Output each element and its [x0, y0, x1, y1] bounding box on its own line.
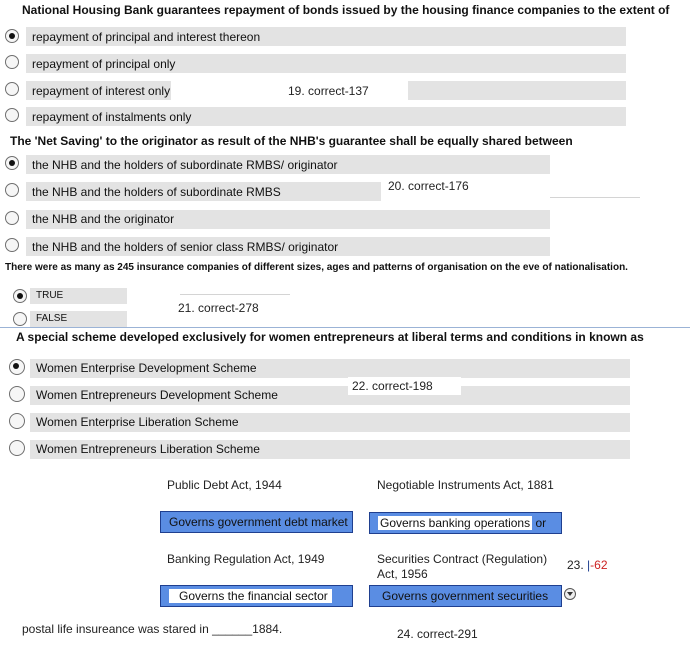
option-label: FALSE — [36, 313, 68, 324]
note-23-value: -62 — [590, 558, 608, 572]
radio-button[interactable] — [5, 55, 19, 69]
act-name: Banking Regulation Act, 1949 — [167, 552, 325, 566]
answer-text: Governs banking operations — [380, 516, 531, 530]
option-label: Women Enterprise Development Scheme — [36, 361, 257, 375]
divider — [180, 294, 290, 295]
radio-button[interactable] — [5, 211, 19, 225]
option-label: the NHB and the holders of senior class RMBS/ originator — [32, 240, 339, 254]
answer-text: Governs government debt market — [169, 515, 348, 529]
option-label: repayment of principal and interest thereon — [32, 30, 261, 44]
option-bar[interactable] — [408, 81, 626, 100]
question-18-text: National Housing Bank guarantees repayment of bonds issued by the housing finance companies to the extent of — [22, 3, 670, 17]
question-20-text: The 'Net Saving' to the originator as result of the NHB's guarantee shall be equally shared between — [10, 134, 573, 148]
answer-dropdown[interactable] — [369, 585, 562, 607]
answer-text: Governs the financial sector — [169, 589, 332, 603]
answer-text-tail: or — [535, 516, 547, 530]
answer-note-23 — [567, 558, 608, 572]
radio-button[interactable] — [5, 82, 19, 96]
option-label: repayment of interest only — [32, 84, 171, 98]
answer-note-21: 21. correct-278 — [178, 301, 259, 315]
radio-button[interactable] — [9, 440, 25, 456]
act-name: Securities Contract (Regulation) Act, 1956 — [377, 552, 548, 581]
answer-text: Governs government securities — [382, 589, 549, 603]
option-label: the NHB and the originator — [32, 212, 175, 226]
answer-dropdown[interactable] — [369, 512, 562, 534]
act-name: Negotiable Instruments Act, 1881 — [377, 478, 554, 492]
option-label: TRUE — [36, 290, 64, 301]
answer-dropdown[interactable] — [160, 511, 353, 533]
question-22-text: A special scheme developed exclusively for women entrepreneurs at liberal terms and conditions in known as — [16, 330, 644, 344]
radio-button[interactable] — [5, 183, 19, 197]
radio-button-selected[interactable] — [5, 29, 19, 43]
radio-button[interactable] — [9, 413, 25, 429]
note-23-prefix: 23. — [567, 558, 584, 572]
text-cursor: | — [587, 558, 591, 572]
answer-note-22: 22. correct-198 — [348, 377, 461, 395]
option-label: the NHB and the holders of subordinate RMBS/ originator — [32, 158, 338, 172]
option-label: Women Entrepreneurs Liberation Scheme — [36, 442, 260, 456]
option-label: repayment of instalments only — [32, 110, 192, 124]
option-label: the NHB and the holders of subordinate RMBS — [32, 185, 281, 199]
act-name: Public Debt Act, 1944 — [167, 478, 282, 492]
option-label: Women Enterprise Liberation Scheme — [36, 415, 239, 429]
answer-note-20: 20. correct-176 — [388, 179, 469, 193]
radio-button[interactable] — [5, 108, 19, 122]
answer-dropdown[interactable] — [160, 585, 353, 607]
divider — [0, 327, 690, 328]
radio-button-selected[interactable] — [13, 289, 27, 303]
answer-note-19: 19. correct-137 — [288, 84, 369, 98]
question-21-text: There were as many as 245 insurance companies of different sizes, ages and patterns of organisation on the eve of nationalisation. — [5, 262, 628, 273]
radio-button[interactable] — [13, 312, 27, 326]
radio-button[interactable] — [9, 386, 25, 402]
option-label: Women Entrepreneurs Development Scheme — [36, 388, 278, 402]
radio-button-selected[interactable] — [5, 156, 19, 170]
question-24-text: postal life insureance was stared in ______1884. — [22, 622, 283, 636]
option-label: repayment of principal only — [32, 57, 176, 71]
divider — [550, 197, 640, 198]
radio-button-selected[interactable] — [9, 359, 25, 375]
radio-button[interactable] — [5, 238, 19, 252]
answer-note-24: 24. correct-291 — [397, 627, 478, 641]
chevron-down-icon[interactable] — [564, 588, 576, 600]
